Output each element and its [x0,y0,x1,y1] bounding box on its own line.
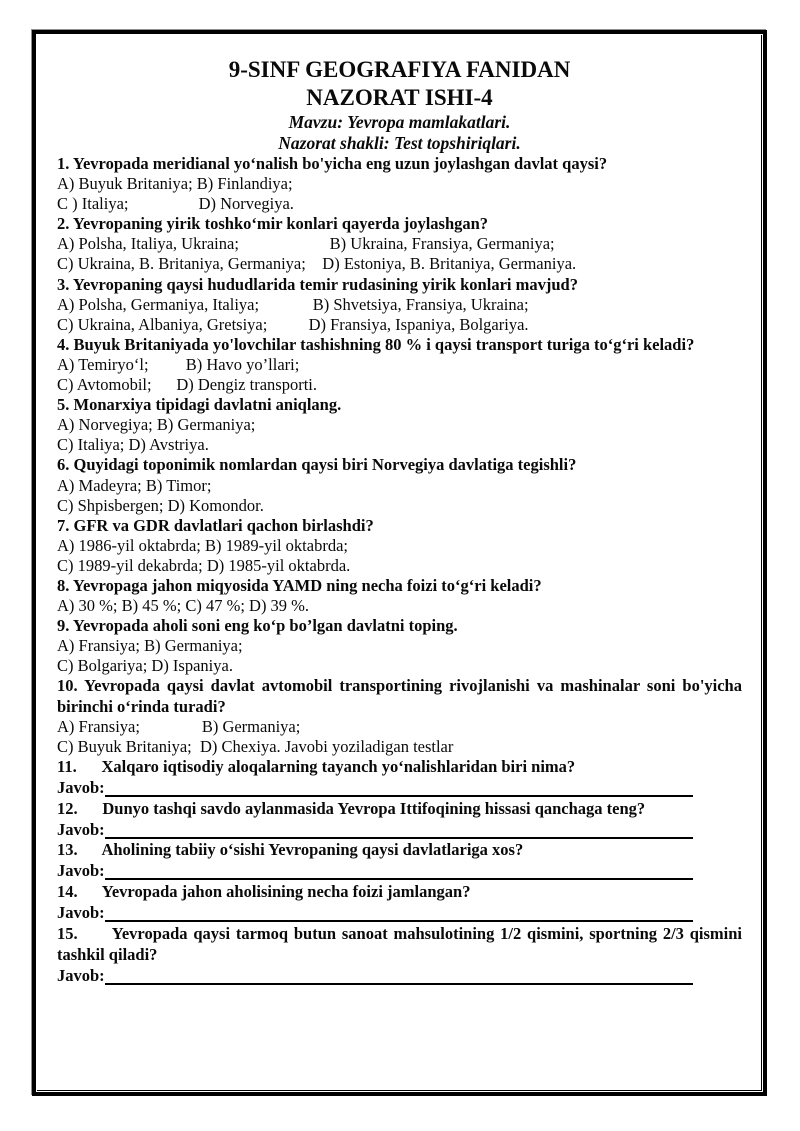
answer-label: Javob: [57,861,105,881]
document-subtitle-theme: Mavzu: Yevropa mamlakatlari. [288,112,511,132]
answer-blank-line [105,916,693,922]
question-12-answer [57,820,742,841]
question-3-options-ab: A) Polsha, Germaniya, Italiya; B) Shvetsiya, Fransiya, Ukraina; [57,294,529,314]
question-1: 1. Yevropada meridianal yoʻnalish bo'yicha eng uzun joylashgan davlat qaysi? [57,154,608,173]
question-7-options-ab: A) 1986-yil oktabrda; B) 1989-yil oktabrda; [57,535,348,555]
question-1-options-cd: C ) Italiya; D) Norvegiya. [57,194,294,214]
answer-label: Javob: [57,965,105,985]
page-border-frame [32,30,767,1096]
question-9-options-cd: C) Bolgariya; D) Ispaniya. [57,656,233,676]
question-8: 8. Yevropaga jahon miqyosida YAMD ning necha foizi toʻgʻri keladi? [57,575,542,595]
question-6-options-ab: A) Madeyra; B) Timor; [57,475,212,495]
question-13-answer [57,861,742,882]
document-title-line1: 9-SINF GEOGRAFIYA FANIDAN [228,57,571,82]
page-content [36,34,763,987]
question-5: 5. Monarxiya tipidagi davlatni aniqlang. [57,395,342,415]
test-questions-section [57,154,742,757]
question-4-options-ab: A) Temiryoʻl; B) Havo yo’llari; [57,354,300,374]
question-10-options-ab: A) Fransiya; B) Germaniya; [57,716,301,736]
question-6: 6. Quyidagi toponimik nomlardan qaysi biri Norvegiya davlatiga tegishli? [57,455,577,475]
question-9-options-ab: A) Fransiya; B) Germaniya; [57,636,243,656]
question-2-options-cd: C) Ukraina, B. Britaniya, Germaniya; D) Estoniya, B. Britaniya, Germaniya. [57,254,577,274]
question-2: 2. Yevropaning yirik toshkoʻmir konlari qayerda joylashgan? [57,214,489,234]
question-14: 14. Yevropada jahon aholisining necha foizi jamlangan? [57,882,471,902]
written-questions-section [57,757,742,987]
question-6-options-cd: C) Shpisbergen; D) Komondor. [57,495,264,515]
question-5-options-ab: A) Norvegiya; B) Germaniya; [57,415,256,435]
question-7-options-cd: C) 1989-yil dekabrda; D) 1985-yil oktabrda. [57,555,351,575]
question-11: 11. Xalqaro iqtisodiy aloqalarning tayanch yoʻnalishlaridan biri nima? [57,756,576,776]
question-10: 10. Yevropada qaysi davlat avtomobil transportining rivojlanishi va mashinalar soni bo'yicha birinchi oʻrinda turadi? [57,676,742,716]
question-4: 4. Buyuk Britaniyada yo'lovchilar tashishning 80 % i qaysi transport turiga toʻgʻri keladi? [57,334,695,354]
answer-label: Javob: [57,777,105,797]
question-15-answer [57,966,742,987]
question-3: 3. Yevropaning qaysi hududlarida temir rudasining yirik konlari mavjud? [57,274,578,294]
answer-blank-line [105,979,693,985]
document-subtitle-form: Nazorat shakli: Test topshiriqlari. [278,133,521,153]
question-14-answer [57,903,742,924]
question-1-options-ab: A) Buyuk Britaniya; B) Finlandiya; [57,174,293,194]
question-4-options-cd: C) Avtomobil; D) Dengiz transporti. [57,375,317,395]
answer-blank-line [105,833,693,839]
question-9: 9. Yevropada aholi soni eng koʻp bo’lgan davlatni toping. [57,616,458,636]
document-title-line2: NAZORAT ISHI-4 [306,85,493,110]
question-3-options-cd: C) Ukraina, Albaniya, Gretsiya; D) Fransiya, Ispaniya, Bolgariya. [57,314,529,334]
question-5-options-cd: C) Italiya; D) Avstriya. [57,435,209,455]
answer-label: Javob: [57,903,105,923]
question-8-options: A) 30 %; B) 45 %; C) 47 %; D) 39 %. [57,596,310,616]
question-10-options-cd: C) Buyuk Britaniya; D) Chexiya. Javobi yoziladigan testlar [57,736,454,756]
question-7: 7. GFR va GDR davlatlari qachon birlashdi? [57,515,374,535]
question-2-options-ab: A) Polsha, Italiya, Ukraina; B) Ukraina, Fransiya, Germaniya; [57,234,555,254]
answer-blank-line [105,874,693,880]
question-15: 15. Yevropada qaysi tarmoq butun sanoat mahsulotining 1/2 qismini, sportning 2/3 qismini tashkil qiladi? [57,924,742,964]
answer-label: Javob: [57,819,105,839]
question-11-answer [57,778,742,799]
answer-blank-line [105,791,693,797]
question-13: 13. Aholining tabiiy oʻsishi Yevropaning qaysi davlatlariga xos? [57,840,524,860]
question-12: 12. Dunyo tashqi savdo aylanmasida Yevropa Ittifoqining hissasi qanchaga teng? [57,798,646,818]
